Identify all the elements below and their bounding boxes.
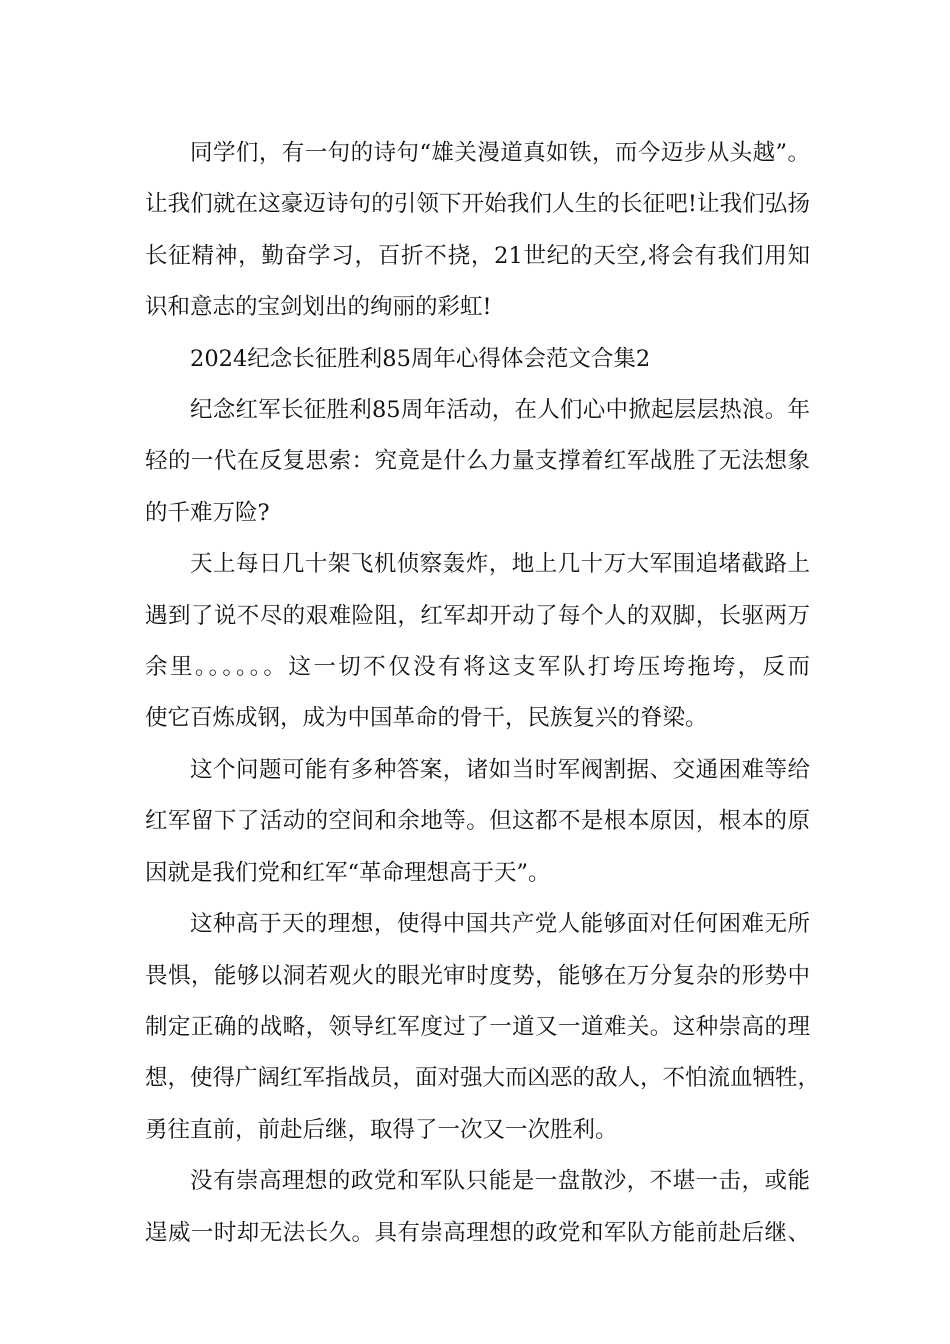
paragraph	[145, 385, 810, 539]
text-line: 轻的一代在反复思索：究竟是什么力量支撑着红军战胜了无法想象	[145, 448, 810, 475]
text-line: 逞威一时却无法长久。具有崇高理想的政党和军队方能前赴后继、	[145, 1219, 810, 1246]
text-line: 的千难万险?	[145, 499, 270, 526]
section-heading	[145, 334, 810, 385]
text-line: 同学们，有一句的诗句“雄关漫道真如铁，而今迈步从头越”。	[190, 140, 810, 166]
paragraph	[145, 745, 810, 899]
paragraph	[145, 899, 821, 1156]
text-line: 畏惧，能够以洞若观火的眼光审时度势，能够在万分复杂的形势中	[145, 962, 810, 989]
text-line: 纪念红军长征胜利85周年活动，在人们心中掀起层层热浪。年	[190, 397, 810, 424]
text-line: 这个问题可能有多种答案，诸如当时军阀割据、交通困难等给	[190, 756, 810, 783]
text-line: 天上每日几十架飞机侦察轰炸，地上几十万大军围追堵截路上	[190, 551, 810, 578]
text-line: 没有崇高理想的政党和军队只能是一盘散沙，不堪一击，或能	[190, 1168, 810, 1195]
text-line: 余里。。。。。。这一切不仅没有将这支军队打垮压垮拖垮，反而	[145, 654, 810, 681]
paragraph	[145, 1156, 810, 1259]
text-line: 红军留下了活动的空间和余地等。但这都不是根本原因，根本的原	[145, 808, 810, 835]
heading-line: 2024纪念长征胜利85周年心得体会范文合集2	[190, 345, 651, 372]
text-line: 遇到了说不尽的艰难险阻，红军却开动了每个人的双脚，长驱两万	[145, 602, 810, 629]
text-line: 想，使得广阔红军指战员，面对强大而凶恶的敌人，不怕流血牺牲，	[145, 1065, 821, 1092]
text-line: 制定正确的战略，领导红军度过了一道又一道难关。这种崇高的理	[145, 1013, 810, 1040]
paragraph	[145, 128, 810, 334]
text-line: 让我们就在这豪迈诗句的引领下开始我们人生的长征吧!让我们弘扬	[145, 191, 810, 218]
text-line: 因就是我们党和红军“革命理想高于天”。	[145, 859, 551, 886]
text-line: 识和意志的宝剑划出的绚丽的彩虹!	[145, 294, 492, 321]
document-body	[145, 128, 821, 1259]
text-line: 这种高于天的理想，使得中国共产党人能够面对任何困难无所	[190, 911, 810, 938]
text-line: 长征精神，勤奋学习，百折不挠，21世纪的天空,将会有我们用知	[145, 242, 810, 269]
paragraph	[145, 539, 810, 745]
text-line: 使它百炼成钢，成为中国革命的骨干，民族复兴的脊梁。	[145, 705, 708, 732]
text-line: 勇往直前，前赴后继，取得了一次又一次胜利。	[145, 1116, 618, 1143]
